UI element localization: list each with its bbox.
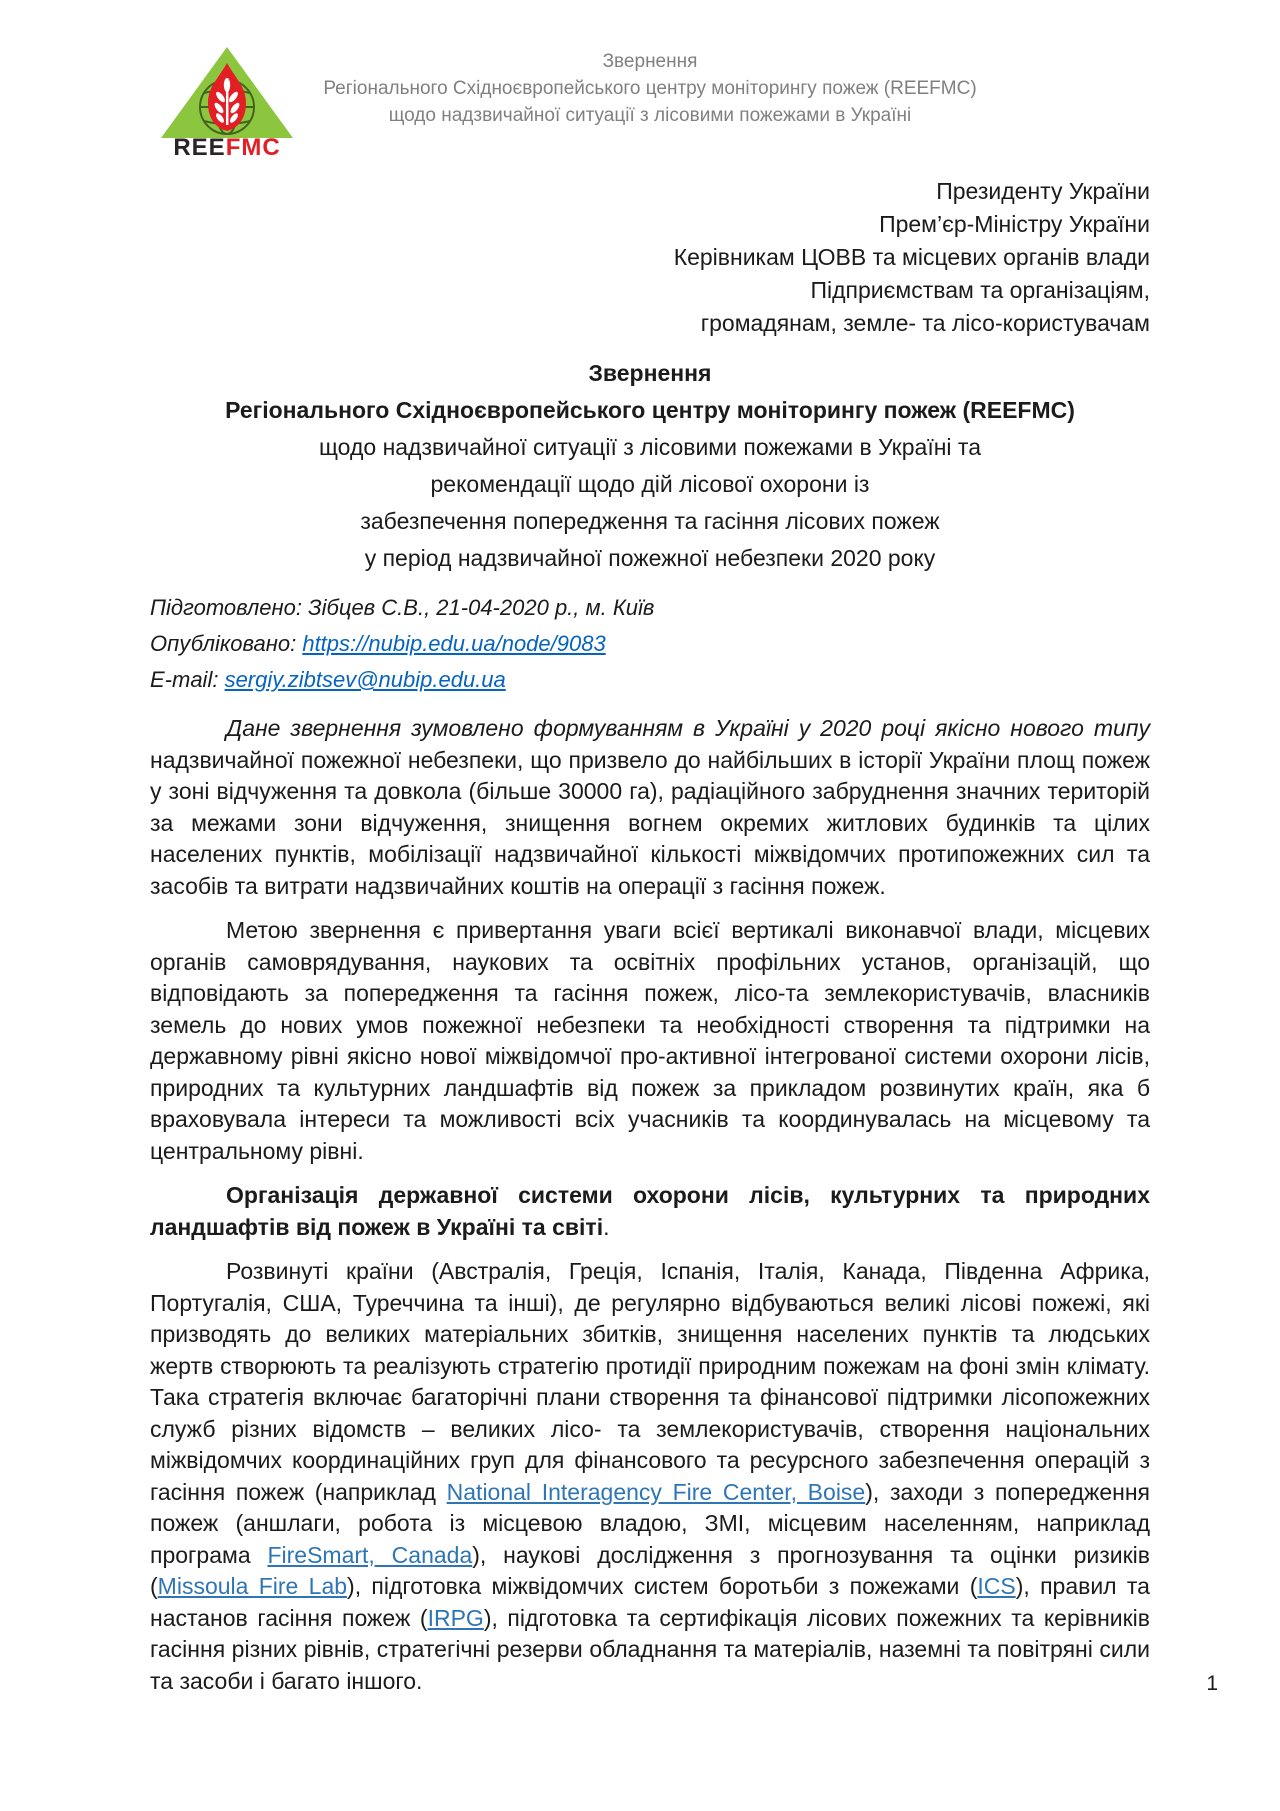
title-line: Звернення	[588, 360, 712, 386]
meta-block	[150, 590, 1150, 698]
addressee-line: Керівникам ЦОВВ та місцевих органів влади	[673, 244, 1150, 270]
text-segment: ), заходи з попередження пожеж (аншлаги, робота із місцевою владою, ЗМІ, місцевим населенням, наприклад програма	[150, 1478, 1150, 1568]
header-line: щодо надзвичайної ситуації з лісовими пожежами в Україні	[388, 105, 912, 126]
hyperlink[interactable]: https://nubip.edu.ua/node/9083	[302, 631, 606, 656]
title-line: забезпечення попередження та гасіння лісових пожеж	[360, 508, 940, 534]
title-line: рекомендації щодо дій лісової охорони із	[430, 471, 870, 497]
text-segment: ), підготовка міжвідомчих систем боротьби з пожежами (	[347, 1573, 978, 1599]
text-segment: ), правил та настанов гасіння пожеж (	[150, 1573, 1150, 1631]
header-line: Звернення	[602, 51, 698, 72]
addressee-line: Прем’єр-Міністру України	[879, 211, 1150, 237]
logo-wordmark: REEFMC	[173, 134, 281, 159]
hyperlink[interactable]: IRPG	[427, 1604, 484, 1631]
title-line: Регіонального Східноєвропейського центру моніторингу пожеж (REEFMC)	[225, 397, 1075, 423]
hyperlink[interactable]: National Interagency Fire Center, Boise	[446, 1478, 866, 1505]
addressee-line: громадянам, земле- та лісо-користувачам	[700, 310, 1150, 336]
text-segment: E-mail:	[150, 667, 225, 692]
text-segment: Організація державної системи охорони лісів, культурних та природних ландшафтів від пожеж в Україні та світі	[150, 1182, 1150, 1240]
meta-line	[150, 590, 1150, 626]
text-segment: ), наукові дослідження з прогнозування та оцінки ризиків (	[150, 1541, 1150, 1599]
header-line: Регіонального Східноєвропейського центру моніторингу пожеж (REEFMC)	[323, 78, 977, 99]
text-segment: Дане звернення зумовлено формуванням в Україні у 2020 році якісно нового типу	[226, 715, 1150, 741]
text-segment: .	[603, 1213, 610, 1240]
meta-line	[150, 626, 1150, 662]
title-line: щодо надзвичайної ситуації з лісовими пожежами в Україні та	[319, 434, 981, 460]
hyperlink[interactable]: Missoula Fire Lab	[157, 1573, 348, 1599]
reefmc-logo	[152, 45, 302, 159]
paragraph-intro	[150, 713, 1150, 902]
paragraph-goal	[150, 915, 1150, 1167]
document-body	[150, 713, 1150, 1697]
document-title	[150, 355, 1150, 577]
text-segment: Опубліковано:	[150, 631, 303, 656]
addressee-line: Підприємствам та організаціям,	[810, 277, 1150, 303]
page-number: 1	[1206, 1672, 1218, 1695]
reefmc-logo-graphic	[152, 45, 302, 159]
hyperlink[interactable]: sergiy.zibtsev@nubip.edu.ua	[224, 667, 506, 692]
hyperlink[interactable]: FireSmart, Canada	[267, 1541, 473, 1568]
text-segment: надзвичайної пожежної небезпеки, що призвело до найбільших в історії України площ пожеж у зоні відчуження та довкола (більше 30000 га), радіаційного забруднення значних територій за межами зони відчуження, знищення вогнем окремих житлових будинків та цілих населених пунктів, мобілізації надзвичайної кількості міжвідомчих протипожежних сил та засобів та витрати надзвичайних коштів на операції з гасіння пожеж.	[150, 746, 1150, 899]
meta-line	[150, 662, 1150, 698]
text-segment: ), підготовка та сертифікація лісових пожежних та керівників гасіння різних рівнів, стратегічні резерви обладнання та матеріалів, наземні та повітряні сили та засоби і багато іншого.	[150, 1604, 1151, 1694]
addressee-block	[150, 175, 1150, 340]
text-segment: Метою звернення є привертання уваги всієї вертикалі виконавчої влади, місцевих органів самоврядування, наукових та освітніх профільних установ, організацій, що відповідають за попередження та гасіння пожеж, лісо-та землекористувачів, власників земель до нових умов пожежної небезпеки та необхідності створення та підтримки на державному рівні якісно нової міжвідомчої про-активної інтегрованої системи охорони лісів, природних та культурних ландшафтів від пожеж за прикладом розвинутих країн, яка б враховувала інтереси та можливості всіх учасників та координувалась на місцевому та центральному рівні.	[150, 917, 1150, 1164]
title-line: у період надзвичайної пожежної небезпеки 2020 року	[364, 545, 936, 571]
addressee-line: Президенту України	[936, 178, 1150, 204]
paragraph-countries	[150, 1256, 1150, 1697]
text-segment: Підготовлено: Зібцев С.В., 21-04-2020 р., м. Київ	[150, 595, 655, 620]
text-segment: Розвинуті країни (Австралія, Греція, Іспанія, Італія, Канада, Південна Африка, Португалія, США, Туреччина та інші), де регулярно відбуваються великі лісові пожежі, які призводять до великих матеріальних збитків, знищення населених пунктів та людських жертв створюють та реалізують стратегію протидії природним пожежам на фоні змін клімату. Така стратегія включає багаторічні плани створення та фінансової підтримки лісопожежних служб різних відомств – великих лісо- та землекористувачів, створення національних міжвідомчих координаційних груп для фінансового та ресурсного забезпечення операцій з гасіння пожеж (наприклад	[150, 1258, 1150, 1505]
heading-organization	[150, 1180, 1150, 1243]
hyperlink[interactable]: ICS	[977, 1573, 1016, 1599]
